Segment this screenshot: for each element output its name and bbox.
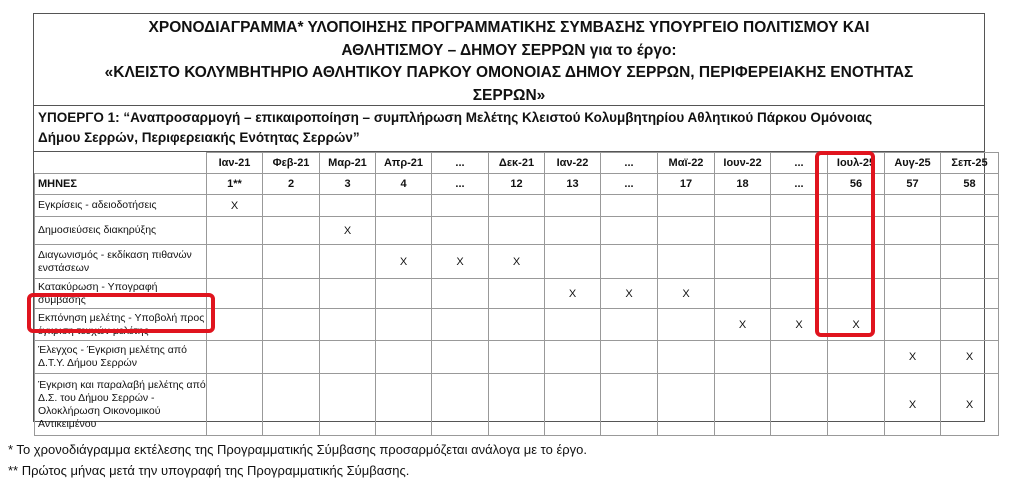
schedule-cell bbox=[941, 245, 999, 279]
schedule-cell bbox=[263, 279, 320, 309]
month-number-cell: 2 bbox=[263, 174, 320, 195]
month-number-cell: 4 bbox=[376, 174, 432, 195]
schedule-cell bbox=[715, 217, 771, 245]
schedule-cell bbox=[207, 341, 263, 374]
schedule-cell: X bbox=[207, 195, 263, 217]
footnote-2: ** Πρώτος μήνας μετά την υπογραφή της Προγραμματικής Σύμβασης. bbox=[8, 463, 410, 478]
month-number-cell: ... bbox=[601, 174, 658, 195]
subproject-heading bbox=[34, 106, 984, 152]
schedule-cell: X bbox=[545, 279, 601, 309]
schedule-cell bbox=[263, 217, 320, 245]
schedule-cell bbox=[601, 374, 658, 436]
month-number-label: ΜΗΝΕΣ bbox=[35, 174, 207, 195]
schedule-cell bbox=[489, 279, 545, 309]
schedule-cell: X bbox=[715, 309, 771, 341]
schedule-cell bbox=[320, 195, 376, 217]
schedule-cell bbox=[601, 217, 658, 245]
month-number-cell: 12 bbox=[489, 174, 545, 195]
schedule-cell bbox=[432, 195, 489, 217]
schedule-cell bbox=[828, 374, 885, 436]
schedule-cell: X bbox=[320, 217, 376, 245]
schedule-cell bbox=[432, 279, 489, 309]
schedule-cell bbox=[263, 374, 320, 436]
schedule-cell bbox=[376, 309, 432, 341]
schedule-cell bbox=[489, 309, 545, 341]
month-number-cell: 57 bbox=[885, 174, 941, 195]
schedule-cell bbox=[320, 245, 376, 279]
month-number-cell: 18 bbox=[715, 174, 771, 195]
schedule-cell: X bbox=[771, 309, 828, 341]
month-number-cell: 17 bbox=[658, 174, 715, 195]
highlight-month-column bbox=[815, 151, 875, 337]
month-header-cell: ... bbox=[601, 153, 658, 174]
activity-label: Εγκρίσεις - αδειοδοτήσεις bbox=[35, 195, 207, 217]
schedule-cell bbox=[715, 245, 771, 279]
schedule-cell bbox=[432, 217, 489, 245]
footnote-1: * Το χρονοδιάγραμμα εκτέλεσης της Προγραμματικής Σύμβασης προσαρμόζεται ανάλογα με το έργο. bbox=[8, 442, 587, 457]
schedule-cell bbox=[545, 245, 601, 279]
schedule-cell: X bbox=[941, 374, 999, 436]
schedule-cell bbox=[432, 309, 489, 341]
schedule-cell: X bbox=[885, 374, 941, 436]
month-number-cell: 3 bbox=[320, 174, 376, 195]
schedule-cell bbox=[489, 217, 545, 245]
activity-label: Εκπόνηση μελέτης - Υποβολή προς έγκριση τευχών μελέτης bbox=[35, 309, 207, 341]
activity-label: Έγκριση και παραλαβή μελέτης από Δ.Σ. του Δήμου Σερρών - Ολοκλήρωση Οικονομικού Αντικειμένου bbox=[35, 374, 207, 436]
schedule-cell bbox=[320, 374, 376, 436]
header-corner-cell bbox=[35, 153, 207, 174]
month-header-cell: Ιουν-22 bbox=[715, 153, 771, 174]
month-header-cell: Ιουλ-25 bbox=[828, 153, 885, 174]
schedule-cell bbox=[207, 217, 263, 245]
month-header-cell: Ιαν-21 bbox=[207, 153, 263, 174]
schedule-cell bbox=[545, 217, 601, 245]
schedule-cell bbox=[376, 341, 432, 374]
schedule-cell bbox=[545, 374, 601, 436]
month-number-cell: 1** bbox=[207, 174, 263, 195]
schedule-cell bbox=[771, 341, 828, 374]
schedule-cell bbox=[941, 309, 999, 341]
title-line-3: «ΚΛΕΙΣΤΟ ΚΟΛΥΜΒΗΤΗΡΙΟ ΑΘΛΗΤΙΚΟΥ ΠΑΡΚΟΥ ΟΜΟΝΟΙΑΣ ΔΗΜΟΥ ΣΕΡΡΩΝ, ΠΕΡΙΦΕΡΕΙΑΚΗΣ ΕΝΟΤΗΤΑΣ bbox=[104, 64, 914, 81]
schedule-cell: X bbox=[601, 279, 658, 309]
schedule-cell bbox=[601, 341, 658, 374]
schedule-cell bbox=[376, 374, 432, 436]
activity-label: Δημοσιεύσεις διακηρύξης bbox=[35, 217, 207, 245]
activity-label: Διαγωνισμός - εκδίκαση πιθανών ενστάσεων bbox=[35, 245, 207, 279]
schedule-cell bbox=[489, 341, 545, 374]
schedule-cell bbox=[658, 245, 715, 279]
schedule-cell: X bbox=[376, 245, 432, 279]
activity-label: Κατακύρωση - Υπογραφή σύμβασης bbox=[35, 279, 207, 309]
schedule-cell bbox=[545, 195, 601, 217]
title-line-1: ΧΡΟΝΟΔΙΑΓΡΑΜΜΑ* ΥΛΟΠΟΙΗΣΗΣ ΠΡΟΓΡΑΜΜΑΤΙΚΗΣ ΣΥΜΒΑΣΗΣ ΥΠΟΥΡΓΕΙΟ ΠΟΛΙΤΙΣΜΟΥ ΚΑΙ bbox=[148, 19, 870, 36]
schedule-cell bbox=[207, 245, 263, 279]
schedule-cell bbox=[658, 341, 715, 374]
title-line-2: ΑΘΛΗΤΙΣΜΟΥ – ΔΗΜΟΥ ΣΕΡΡΩΝ για το έργο: bbox=[341, 41, 677, 59]
schedule-cell bbox=[715, 279, 771, 309]
activity-label: Έλεγχος - Έγκριση μελέτης από Δ.Τ.Υ. Δήμου Σερρών bbox=[35, 341, 207, 374]
schedule-cell: X bbox=[885, 341, 941, 374]
schedule-cell bbox=[771, 374, 828, 436]
schedule-cell bbox=[545, 341, 601, 374]
schedule-cell bbox=[885, 245, 941, 279]
month-header-cell: Φεβ-21 bbox=[263, 153, 320, 174]
schedule-cell bbox=[601, 195, 658, 217]
subproject-line-1: ΥΠΟΕΡΓΟ 1: “Αναπροσαρμογή – επικαιροποίηση – συμπλήρωση Μελέτης Κλειστού Κολυμβητηρίου Αθλητικού Πάρκου Ομόνοιας bbox=[38, 110, 873, 125]
month-header-cell: Μαϊ-22 bbox=[658, 153, 715, 174]
schedule-cell bbox=[715, 195, 771, 217]
schedule-cell bbox=[885, 309, 941, 341]
schedule-cell bbox=[658, 195, 715, 217]
month-header-cell: Απρ-21 bbox=[376, 153, 432, 174]
schedule-cell bbox=[715, 374, 771, 436]
schedule-cell bbox=[376, 279, 432, 309]
title-line-4: ΣΕΡΡΩΝ» bbox=[472, 86, 546, 104]
schedule-cell bbox=[263, 341, 320, 374]
highlight-activity-row bbox=[27, 293, 215, 333]
schedule-cell bbox=[601, 245, 658, 279]
schedule-cell bbox=[320, 279, 376, 309]
schedule-cell bbox=[376, 195, 432, 217]
month-header-cell: ... bbox=[771, 153, 828, 174]
month-header-cell: Σεπ-25 bbox=[941, 153, 999, 174]
month-number-cell: 58 bbox=[941, 174, 999, 195]
schedule-cell bbox=[658, 309, 715, 341]
schedule-cell: X bbox=[432, 245, 489, 279]
schedule-cell: X bbox=[828, 309, 885, 341]
month-header-cell: Μαρ-21 bbox=[320, 153, 376, 174]
schedule-cell bbox=[941, 195, 999, 217]
month-header-cell: Αυγ-25 bbox=[885, 153, 941, 174]
schedule-cell bbox=[545, 309, 601, 341]
activity-row bbox=[35, 341, 999, 374]
schedule-cell bbox=[489, 195, 545, 217]
subproject-line-2: Δήμου Σερρών, Περιφερειακής Ενότητας Σερρών” bbox=[38, 130, 360, 145]
schedule-cell bbox=[263, 309, 320, 341]
schedule-cell bbox=[941, 279, 999, 309]
schedule-cell bbox=[885, 217, 941, 245]
schedule-cell bbox=[658, 374, 715, 436]
schedule-cell bbox=[263, 195, 320, 217]
schedule-cell bbox=[885, 279, 941, 309]
schedule-cell bbox=[432, 341, 489, 374]
schedule-cell: X bbox=[489, 245, 545, 279]
schedule-cell bbox=[489, 374, 545, 436]
month-header-cell: Δεκ-21 bbox=[489, 153, 545, 174]
schedule-cell bbox=[885, 195, 941, 217]
schedule-cell bbox=[601, 309, 658, 341]
document-title bbox=[34, 14, 984, 106]
month-header-cell: ... bbox=[432, 153, 489, 174]
month-number-cell: 13 bbox=[545, 174, 601, 195]
month-header-cell: Ιαν-22 bbox=[545, 153, 601, 174]
schedule-cell bbox=[828, 341, 885, 374]
schedule-cell bbox=[320, 309, 376, 341]
schedule-cell bbox=[376, 217, 432, 245]
schedule-cell bbox=[658, 217, 715, 245]
month-number-cell: ... bbox=[771, 174, 828, 195]
month-number-cell: 56 bbox=[828, 174, 885, 195]
schedule-cell bbox=[432, 374, 489, 436]
month-number-cell: ... bbox=[432, 174, 489, 195]
schedule-cell: X bbox=[658, 279, 715, 309]
schedule-cell bbox=[715, 341, 771, 374]
schedule-cell bbox=[263, 245, 320, 279]
schedule-cell bbox=[941, 217, 999, 245]
schedule-cell bbox=[320, 341, 376, 374]
schedule-cell bbox=[207, 374, 263, 436]
activity-row bbox=[35, 374, 999, 436]
schedule-cell: X bbox=[941, 341, 999, 374]
